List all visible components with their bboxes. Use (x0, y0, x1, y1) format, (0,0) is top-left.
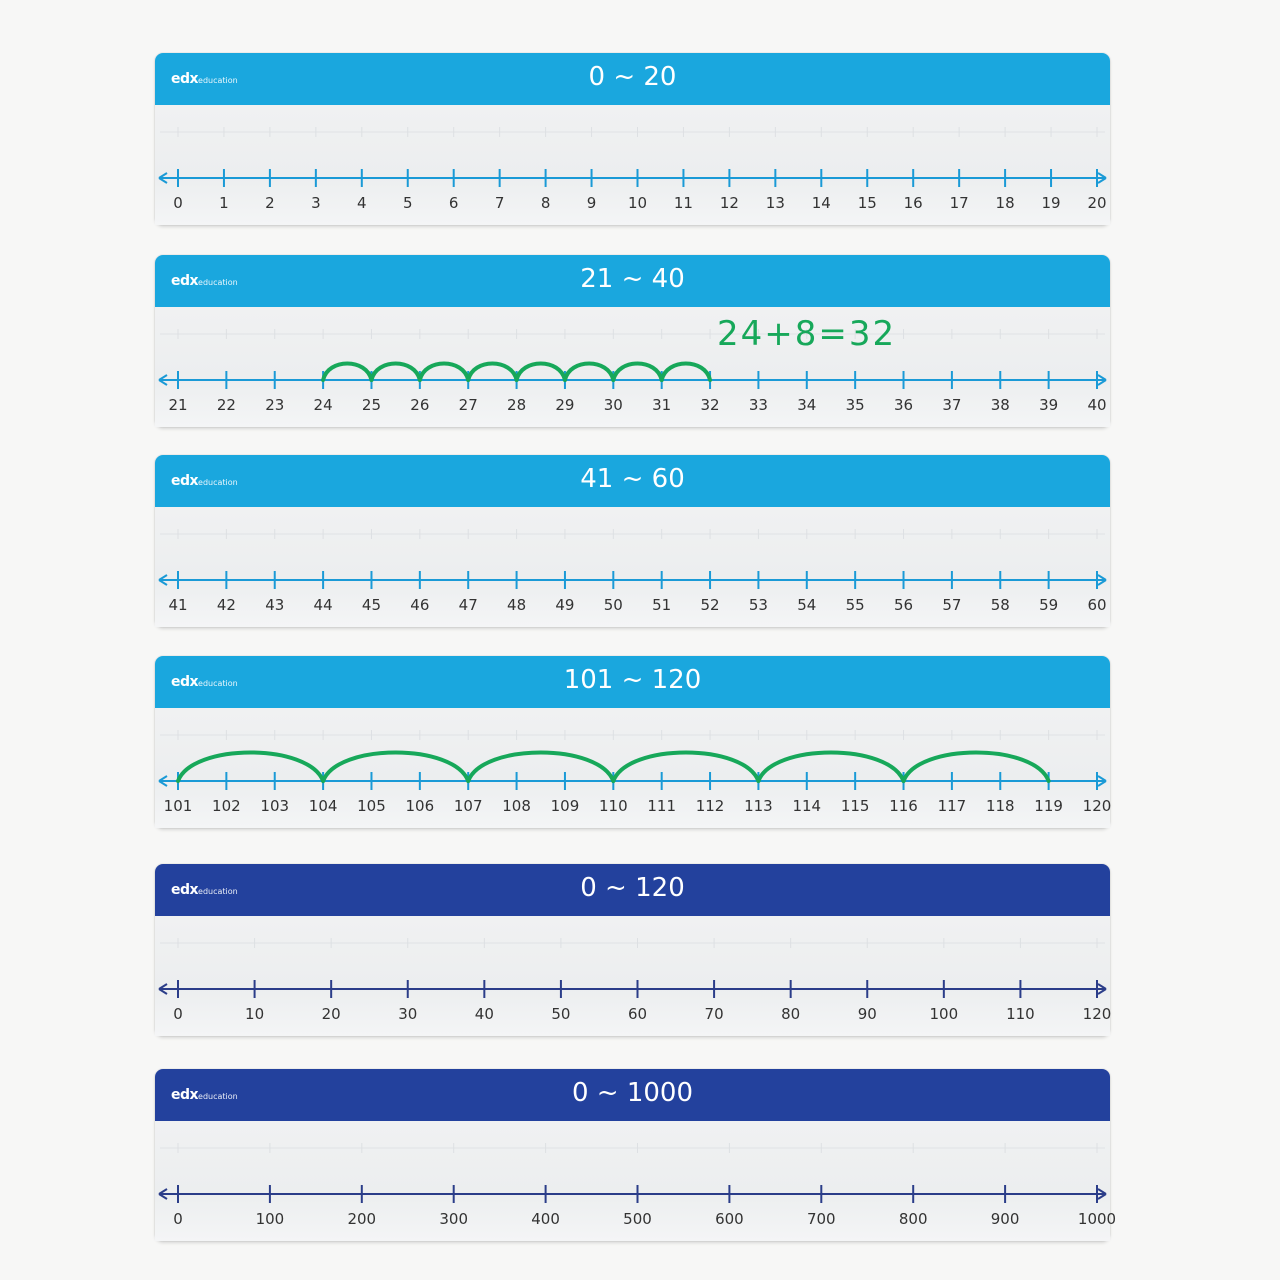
card-header (155, 656, 1110, 708)
tick-label: 54 (797, 596, 817, 614)
tick-label: 28 (507, 396, 527, 414)
tick-label: 106 (405, 797, 435, 815)
tick-label: 30 (603, 396, 623, 414)
tick-label: 20 (1087, 194, 1107, 212)
number-line-card (155, 656, 1110, 828)
tick-label: 15 (857, 194, 877, 212)
tick-label: 35 (845, 396, 865, 414)
tick-label: 29 (555, 396, 575, 414)
tick-label: 800 (898, 1210, 928, 1228)
tick-label: 42 (216, 596, 236, 614)
tick-label: 48 (507, 596, 527, 614)
tick-label: 80 (781, 1005, 801, 1023)
brand-suffix: education (198, 679, 238, 688)
hop-arc (613, 364, 661, 381)
tick-label: 12 (719, 194, 739, 212)
tick-label: 59 (1039, 596, 1059, 614)
tick-label: 1000 (1077, 1210, 1117, 1228)
tick-label: 51 (652, 596, 672, 614)
tick-label: 9 (586, 194, 597, 212)
tick-label: 41 (168, 596, 188, 614)
tick-label: 8 (540, 194, 551, 212)
tick-label: 90 (857, 1005, 877, 1023)
tick-label: 109 (550, 797, 580, 815)
tick-label: 300 (439, 1210, 469, 1228)
tick-label: 25 (361, 396, 382, 414)
tick-label: 117 (937, 797, 967, 815)
tick-label: 19 (1041, 194, 1061, 212)
tick-label: 26 (410, 396, 430, 414)
number-line-card (155, 864, 1110, 1036)
tick-label: 13 (765, 194, 785, 212)
tick-label: 0 (173, 194, 183, 212)
tick-label: 700 (806, 1210, 836, 1228)
brand-name: edx (171, 674, 199, 690)
tick-label: 36 (893, 396, 914, 414)
tick-label: 3 (311, 194, 321, 212)
tick-label: 16 (903, 194, 923, 212)
brand-suffix: education (198, 1092, 238, 1101)
tick-label: 70 (704, 1005, 724, 1023)
tick-label: 110 (1006, 1005, 1035, 1023)
hop-arc (517, 364, 565, 381)
range-title: 0 ~ 20 (588, 62, 677, 92)
tick-label: 102 (212, 797, 241, 815)
tick-label: 1 (219, 194, 229, 212)
tick-label: 33 (748, 396, 768, 414)
hop-arc (904, 753, 1049, 782)
tick-label: 40 (474, 1005, 494, 1023)
brand-name: edx (171, 882, 199, 898)
tick-label: 30 (398, 1005, 418, 1023)
tick-label: 500 (623, 1210, 652, 1228)
number-line (155, 105, 1110, 225)
card-header (155, 1069, 1110, 1121)
hop-arc (323, 753, 468, 782)
tick-label: 50 (603, 596, 623, 614)
tick-label: 120 (1082, 1005, 1112, 1023)
number-line-card (155, 455, 1110, 627)
tick-label: 10 (245, 1005, 265, 1023)
hop-arc (613, 753, 758, 782)
tick-label: 114 (792, 797, 822, 815)
hop-arc (565, 364, 613, 381)
tick-label: 38 (990, 396, 1010, 414)
tick-label: 104 (308, 797, 338, 815)
number-line-card (155, 53, 1110, 225)
tick-label: 100 (255, 1210, 285, 1228)
tick-label: 120 (1082, 797, 1112, 815)
tick-label: 49 (555, 596, 575, 614)
tick-label: 31 (652, 396, 672, 414)
tick-label: 111 (647, 797, 677, 815)
range-title: 0 ~ 120 (580, 873, 685, 903)
tick-label: 60 (1087, 596, 1107, 614)
number-line (155, 507, 1110, 627)
number-line-card (155, 255, 1110, 427)
tick-label: 105 (357, 797, 386, 815)
tick-label: 101 (163, 797, 193, 815)
tick-label: 47 (458, 596, 478, 614)
tick-label: 10 (627, 194, 648, 212)
tick-label: 46 (410, 596, 430, 614)
tick-label: 20 (321, 1005, 341, 1023)
tick-label: 57 (942, 596, 962, 614)
tick-label: 24 (313, 396, 333, 414)
hop-arc (420, 364, 468, 381)
handwritten-equation: 24+8=32 (717, 314, 897, 354)
brand-suffix: education (198, 76, 238, 85)
number-line (155, 708, 1110, 828)
tick-label: 0 (173, 1005, 183, 1023)
tick-label: 0 (173, 1210, 183, 1228)
tick-label: 22 (216, 396, 236, 414)
brand-name: edx (171, 273, 199, 289)
tick-label: 39 (1039, 396, 1059, 414)
tick-label: 103 (260, 797, 290, 815)
tick-label: 115 (840, 797, 870, 815)
tick-label: 5 (402, 194, 413, 212)
tick-label: 44 (313, 596, 333, 614)
tick-label: 58 (990, 596, 1010, 614)
tick-label: 21 (168, 396, 188, 414)
range-title: 21 ~ 40 (580, 264, 685, 294)
hop-arc (662, 364, 710, 381)
tick-label: 14 (811, 194, 831, 212)
tick-label: 11 (673, 194, 693, 212)
tick-label: 116 (889, 797, 918, 815)
tick-label: 108 (502, 797, 531, 815)
brand-suffix: education (198, 478, 238, 487)
tick-label: 112 (695, 797, 725, 815)
tick-label: 2 (265, 194, 275, 212)
hop-arc (468, 364, 516, 381)
tick-label: 27 (458, 396, 478, 414)
tick-label: 900 (990, 1210, 1020, 1228)
tick-label: 32 (700, 396, 720, 414)
brand-suffix: education (198, 887, 238, 896)
card-header (155, 53, 1110, 105)
brand-suffix: education (198, 278, 238, 287)
tick-label: 60 (627, 1005, 648, 1023)
tick-label: 55 (845, 596, 865, 614)
tick-label: 400 (531, 1210, 560, 1228)
tick-label: 113 (744, 797, 773, 815)
hop-arc (371, 364, 419, 381)
tick-label: 4 (357, 194, 367, 212)
tick-label: 18 (995, 194, 1015, 212)
tick-label: 200 (347, 1210, 377, 1228)
tick-label: 40 (1087, 396, 1107, 414)
brand-name: edx (171, 473, 199, 489)
tick-label: 600 (715, 1210, 744, 1228)
hop-arc (178, 753, 323, 782)
number-line (155, 916, 1110, 1036)
tick-label: 118 (985, 797, 1015, 815)
hop-arc (758, 753, 903, 782)
tick-label: 107 (453, 797, 483, 815)
tick-label: 34 (797, 396, 817, 414)
tick-label: 37 (942, 396, 962, 414)
tick-label: 110 (598, 797, 628, 815)
card-header (155, 255, 1110, 307)
range-title: 101 ~ 120 (563, 665, 702, 695)
number-line-card (155, 1069, 1117, 1241)
range-title: 0 ~ 1000 (571, 1078, 694, 1108)
tick-label: 56 (893, 596, 914, 614)
tick-label: 100 (929, 1005, 959, 1023)
range-title: 41 ~ 60 (580, 464, 685, 494)
card-header (155, 864, 1110, 916)
tick-label: 45 (361, 596, 382, 614)
hop-arc (468, 753, 613, 782)
card-header (155, 455, 1110, 507)
hop-arc (323, 364, 371, 381)
tick-label: 7 (494, 194, 505, 212)
tick-label: 119 (1034, 797, 1063, 815)
tick-label: 6 (448, 194, 459, 212)
brand-name: edx (171, 1087, 199, 1103)
tick-label: 50 (551, 1005, 571, 1023)
number-line (155, 1121, 1117, 1241)
tick-label: 23 (265, 396, 285, 414)
number-line (155, 307, 1110, 427)
tick-label: 53 (748, 596, 768, 614)
brand-name: edx (171, 71, 199, 87)
tick-label: 43 (265, 596, 285, 614)
tick-label: 17 (949, 194, 969, 212)
tick-label: 52 (700, 596, 720, 614)
